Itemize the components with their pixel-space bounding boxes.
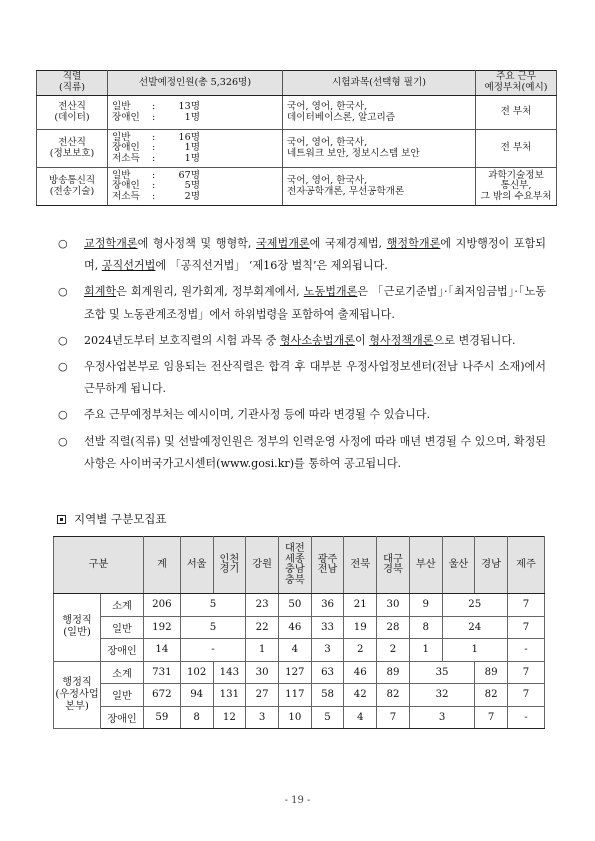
header-count-text: 선발예정인원(총 5,326명) [138, 76, 252, 88]
table-cell: 22 [246, 616, 279, 639]
note-text: 은 회계원리, 원가회계, 정부회계에서, [116, 285, 304, 299]
header-region: 부산 [409, 537, 442, 594]
table-row [54, 639, 545, 662]
table-cell: 36 [311, 594, 344, 617]
notes-list [58, 233, 546, 479]
row-label: 일반 [101, 616, 144, 639]
row-label: 일반 [101, 684, 144, 707]
page-number: - 19 - [284, 795, 311, 806]
note-text: 에 「공직선거법」 ‘제16장 벌칙’은 제외됩니다. [155, 259, 388, 273]
header-dept-text: 주요 근무 예정부처(예시) [484, 71, 548, 93]
series-cell: 전산직 (정보보호) [37, 130, 108, 168]
subject-link-text: 국제법개론 [256, 237, 310, 250]
table-cell: 30 [377, 594, 410, 617]
count-colon: : [152, 180, 156, 192]
table-cell: 19 [344, 616, 377, 639]
table-cell: 94 [180, 684, 213, 707]
table-row [54, 594, 545, 617]
table-row [54, 661, 545, 684]
header-region: 광주 전남 [311, 537, 344, 594]
note-text: 주요 근무예정부처는 예시이며, 기관사정 등에 따라 변경될 수 있습니다. [84, 408, 431, 422]
header-region: 강원 [246, 537, 279, 594]
table-header-row [37, 71, 557, 96]
table-cell: 33 [311, 616, 344, 639]
table-cell: 206 [144, 594, 181, 617]
dept-cell: 전 부처 [476, 96, 557, 130]
table-cell: 82 [475, 684, 508, 707]
count-number: 1명 [184, 152, 200, 164]
table-cell: 46 [344, 661, 377, 684]
table-row [54, 684, 545, 707]
table-cell: 3 [409, 706, 474, 729]
series-cell: 전산직 (데이터) [37, 96, 108, 130]
subject-link-text: 행정학개론 [386, 237, 441, 250]
circle-bullet-icon: ○ [58, 333, 68, 347]
table-cell: 3 [311, 639, 344, 662]
square-bullet-icon [57, 515, 66, 524]
count-number: 67명 [178, 169, 200, 181]
table-cell: 143 [213, 661, 246, 684]
table-cell: 35 [409, 661, 474, 684]
count-kind: 저소득 [112, 190, 140, 202]
header-count [108, 71, 283, 96]
table-header-row [54, 537, 545, 594]
count-kind: 장애인 [112, 142, 140, 154]
table-cell: - [508, 639, 545, 662]
header-region: 서울 [180, 537, 213, 594]
header-region: 인천 경기 [213, 537, 246, 594]
table-cell: 63 [311, 661, 344, 684]
table-cell: 131 [213, 684, 246, 707]
header-region: 울산 [442, 537, 475, 594]
count-kind: 일반 [112, 100, 131, 112]
table-cell: 59 [144, 706, 181, 729]
table-cell: 7 [508, 661, 545, 684]
header-category: 구분 [54, 537, 144, 594]
header-region: 대전 세종 충남 충북 [278, 537, 311, 594]
note-item [58, 281, 546, 325]
table-cell: 731 [144, 661, 181, 684]
table-cell: 8 [409, 616, 442, 639]
table-cell: 27 [246, 684, 279, 707]
table-cell: 46 [278, 616, 311, 639]
circle-bullet-icon: ○ [58, 408, 68, 422]
table-cell: 2 [377, 639, 410, 662]
selection-table [36, 70, 557, 206]
dept-cell: 과학기술정보 통신부, 그 밖의 수요부처 [476, 168, 557, 206]
dept-cell: 전 부처 [476, 130, 557, 168]
table-cell: 58 [311, 684, 344, 707]
header-subjects-text: 시험과목(선택형 필기) [332, 76, 426, 88]
circle-bullet-icon: ○ [58, 285, 68, 299]
table-cell: 5 [180, 594, 245, 617]
table-cell: 89 [377, 661, 410, 684]
table-cell: 24 [442, 616, 507, 639]
table-cell: 102 [180, 661, 213, 684]
table-cell: 672 [144, 684, 181, 707]
count-colon: : [152, 190, 156, 202]
series-cell: 방송통신직 (전송기술) [37, 168, 108, 206]
table-cell: 10 [278, 706, 311, 729]
count-colon: : [152, 131, 156, 143]
note-text: 우정사업본부로 임용되는 전산직렬은 합격 후 대부분 우정사업정보센터(전남 나주시 소재)에서 근무하게 됩니다. [84, 360, 546, 396]
header-series-text: 직렬 (직류) [58, 71, 86, 93]
circle-bullet-icon: ○ [58, 434, 68, 448]
header-dept [476, 71, 557, 96]
table-cell: 82 [377, 684, 410, 707]
table-cell: 25 [442, 594, 507, 617]
circle-bullet-icon: ○ [58, 360, 68, 374]
count-kind: 장애인 [112, 180, 140, 192]
count-number: 16명 [178, 131, 200, 143]
table-cell: 8 [180, 706, 213, 729]
table-cell: 7 [475, 706, 508, 729]
note-item [58, 431, 546, 475]
table-cell: 1 [246, 639, 279, 662]
header-region: 계 [144, 537, 181, 594]
count-line [112, 113, 200, 124]
table-cell: 4 [344, 706, 377, 729]
header-subjects [283, 71, 476, 96]
row-label: 소계 [101, 661, 144, 684]
table-cell: 2 [344, 639, 377, 662]
table-cell: 50 [278, 594, 311, 617]
note-item [58, 356, 546, 400]
subjects-cell: 국어, 영어, 한국사, 데이터베이스론, 알고리즘 [283, 96, 476, 130]
table-cell: 12 [213, 706, 246, 729]
table-cell: 7 [508, 594, 545, 617]
row-label: 소계 [101, 594, 144, 617]
count-colon: : [152, 169, 156, 181]
note-text: 이 [354, 333, 370, 347]
count-colon: : [152, 152, 156, 164]
note-text: 2024년도부터 보호직렬의 시험 과목 중 [84, 333, 280, 347]
section-title-text: 지역별 구분모집표 [74, 512, 167, 526]
table-cell: 32 [409, 684, 474, 707]
group-label: 행정직 (일반) [54, 594, 101, 662]
section-title [57, 511, 167, 527]
table-cell: 1 [409, 639, 442, 662]
regional-table [53, 536, 545, 729]
table-cell: 4 [278, 639, 311, 662]
table-cell: 21 [344, 594, 377, 617]
table-row [37, 130, 557, 168]
count-cell [108, 96, 283, 130]
subject-link-text: 형사정책개론 [369, 333, 434, 347]
count-number: 1명 [184, 111, 200, 123]
note-item [58, 404, 546, 426]
row-label: 장애인 [101, 706, 144, 729]
table-cell: 3 [246, 706, 279, 729]
group-label: 행정직 (우정사업 본부) [54, 661, 101, 729]
subjects-cell: 국어, 영어, 한국사, 네트워크 보안, 정보시스템 보안 [283, 130, 476, 168]
table-cell: 14 [144, 639, 181, 662]
table-cell: 89 [475, 661, 508, 684]
header-region: 전북 [344, 537, 377, 594]
count-kind: 저소득 [112, 152, 140, 164]
count-number: 1명 [184, 142, 200, 154]
count-colon: : [152, 142, 156, 154]
note-text: 선발 직렬(직류) 및 선발예정인원은 정부의 인력운영 사정에 따라 매년 변경될 수 있으며, 확정된 사항은 사이버국가고시센터(www.gosi.kr)를 통하여 공고됩니다. [84, 434, 546, 470]
subject-link-text: 공직선거법 [101, 259, 156, 273]
count-kind: 일반 [112, 131, 131, 143]
table-cell: - [508, 706, 545, 729]
table-cell: 9 [409, 594, 442, 617]
count-cell [108, 130, 283, 168]
table-row [37, 96, 557, 130]
subject-link-text: 형사소송법개론 [279, 333, 355, 347]
note-text: 에 지방행정이 포함되며, [84, 237, 546, 273]
subject-link-text: 노동법개론 [303, 285, 358, 299]
table-cell: 30 [246, 661, 279, 684]
count-number: 5명 [184, 180, 200, 192]
table-row [54, 616, 545, 639]
note-item [58, 330, 546, 352]
note-item [58, 233, 546, 277]
subjects-cell: 국어, 영어, 한국사, 전자공학개론, 무선공학개론 [283, 168, 476, 206]
note-text: 에 형사정책 및 행형학, [137, 237, 257, 250]
table-cell: 5 [311, 706, 344, 729]
table-cell: 5 [180, 616, 245, 639]
table-cell: 42 [344, 684, 377, 707]
table-cell: 28 [377, 616, 410, 639]
note-text: 에 국제경제법, [309, 237, 387, 250]
count-kind: 장애인 [112, 111, 140, 123]
count-line [112, 154, 200, 165]
table-row [54, 706, 545, 729]
table-cell: 127 [278, 661, 311, 684]
count-number: 13명 [178, 100, 200, 112]
table-cell: - [180, 639, 245, 662]
header-series [37, 71, 108, 96]
circle-bullet-icon: ○ [58, 237, 68, 250]
header-region: 제주 [508, 537, 545, 594]
table-cell: 117 [278, 684, 311, 707]
count-kind: 일반 [112, 169, 131, 181]
table-cell: 23 [246, 594, 279, 617]
count-colon: : [152, 111, 156, 123]
count-line [112, 192, 200, 203]
count-cell [108, 168, 283, 206]
table-cell: 1 [442, 639, 507, 662]
count-colon: : [152, 100, 156, 112]
table-cell: 7 [508, 684, 545, 707]
table-row [37, 168, 557, 206]
note-text: 으로 변경됩니다. [433, 333, 516, 347]
header-region: 대구 경북 [377, 537, 410, 594]
subject-link-text: 회계학 [84, 285, 117, 299]
row-label: 장애인 [101, 639, 144, 662]
header-region: 경남 [475, 537, 508, 594]
table-cell: 7 [508, 616, 545, 639]
note-text: 은 「근로기준법」·「최저임금법」·「노동조합 및 노동관계조정법」에서 하위법령을 포함하여 출제됩니다. [84, 285, 546, 321]
table-cell: 7 [377, 706, 410, 729]
count-line [112, 102, 200, 113]
count-number: 2명 [184, 190, 200, 202]
subject-link-text: 교정학개론 [84, 237, 138, 250]
table-cell: 192 [144, 616, 181, 639]
